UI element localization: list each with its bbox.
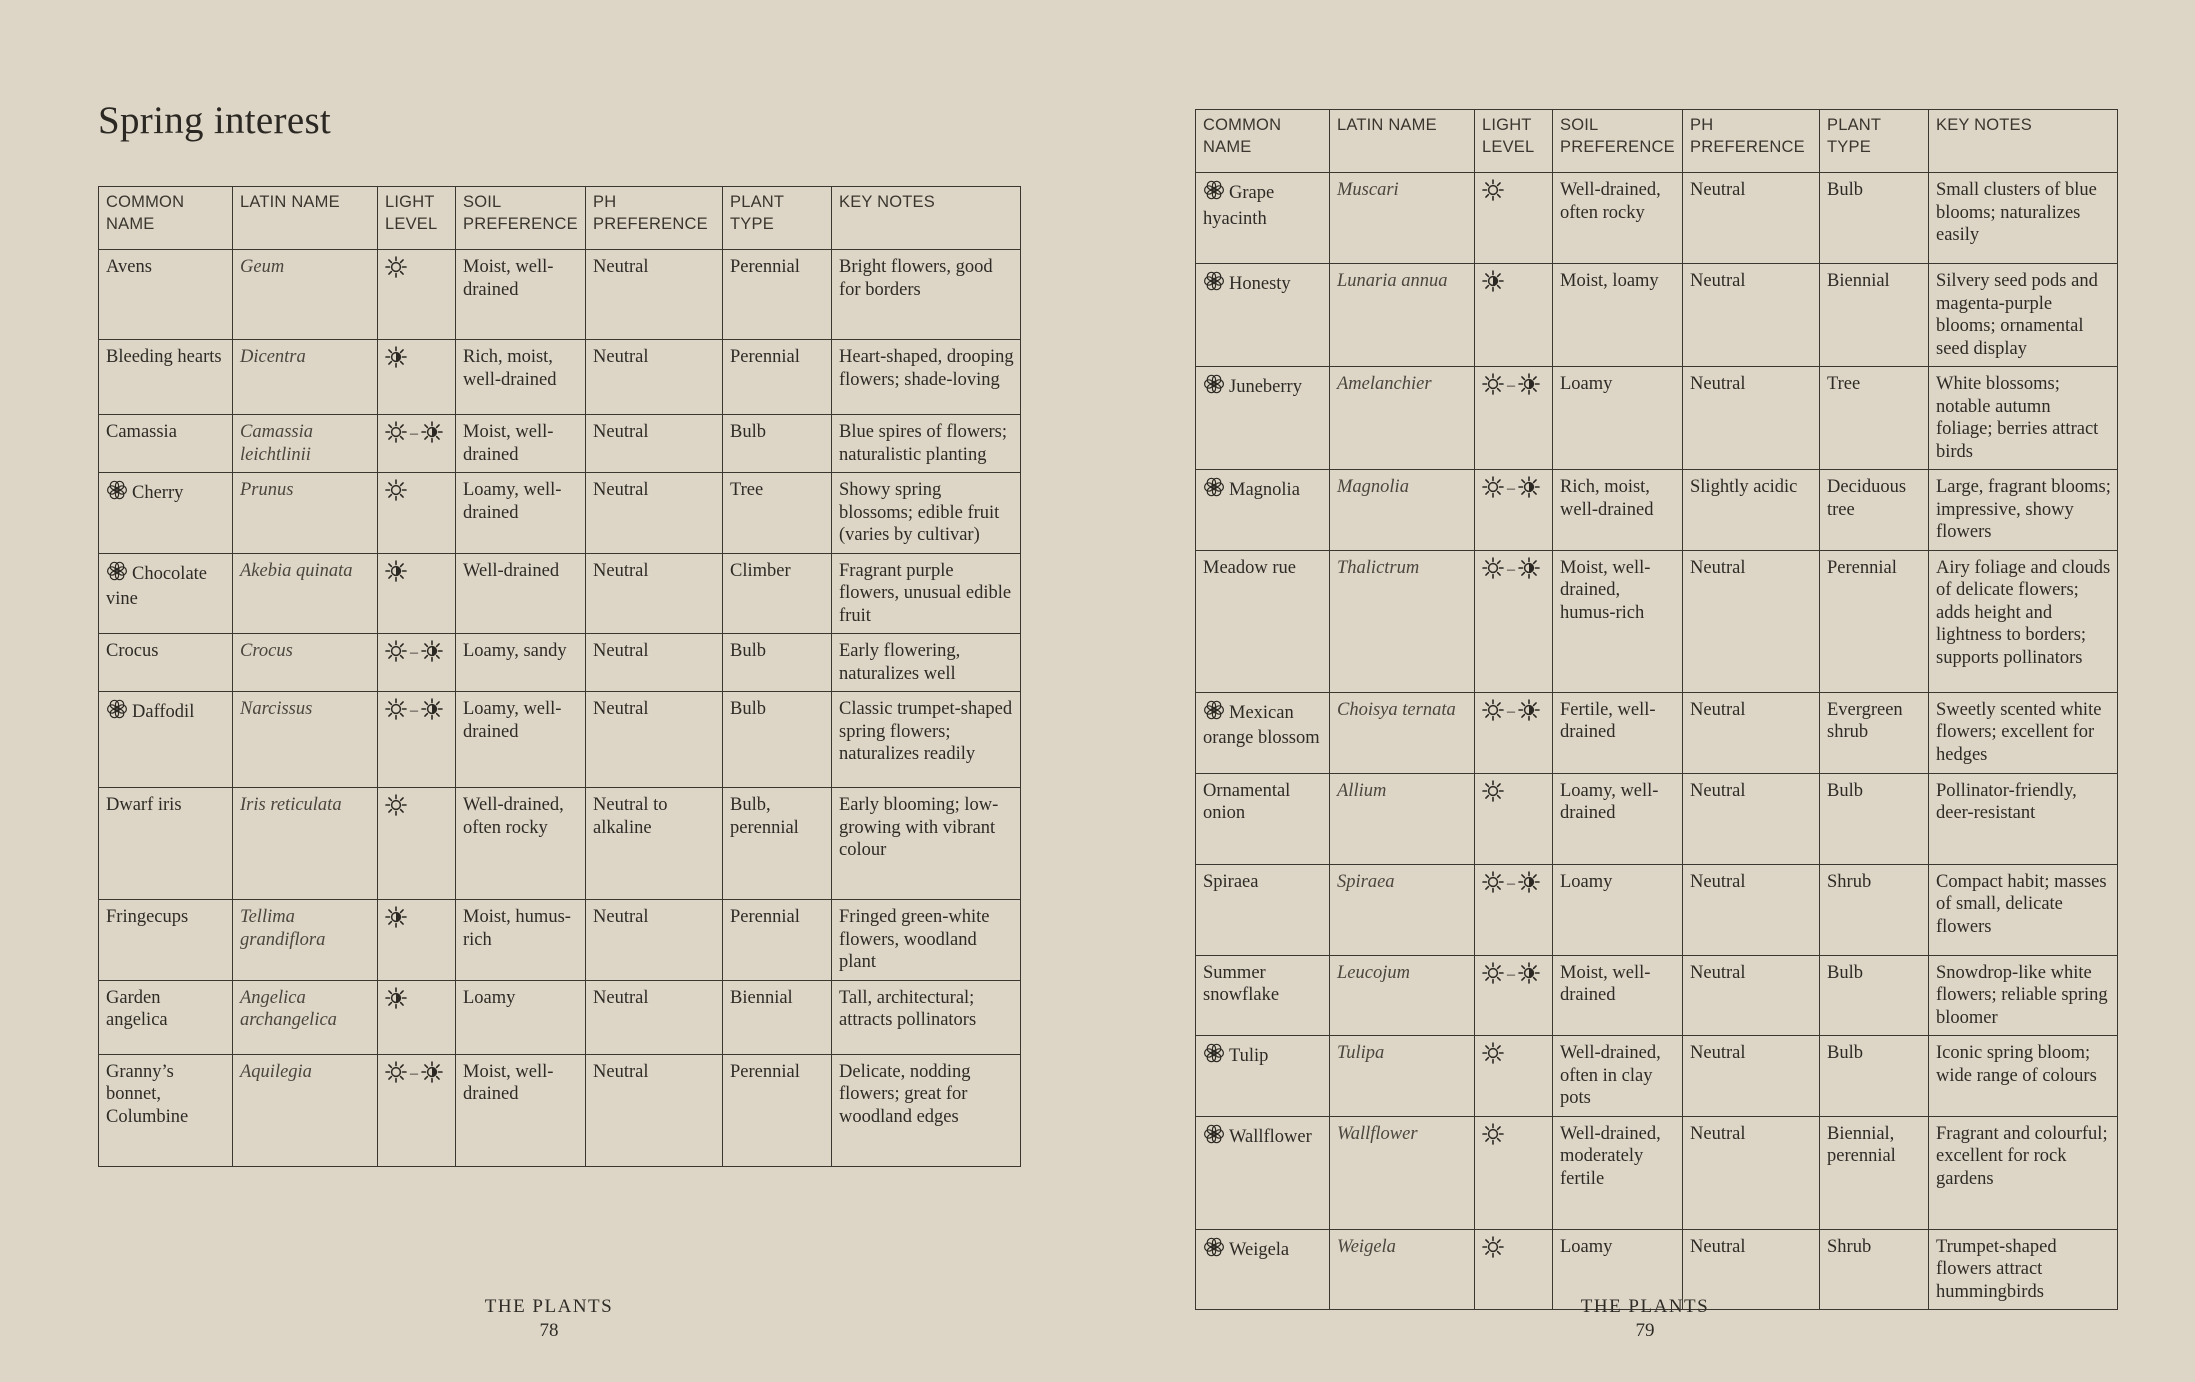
partial-shade-icon xyxy=(385,906,407,935)
soil-preference-cell: Moist, well-drained, humus-rich xyxy=(1553,550,1683,692)
light-level-cell xyxy=(378,415,456,473)
common-name-cell xyxy=(1196,773,1330,864)
soil-preference-cell: Moist, well-drained xyxy=(456,1054,586,1166)
range-separator: – xyxy=(410,644,418,661)
common-name: Bleeding hearts xyxy=(106,347,222,367)
key-notes-cell: Pollinator-friendly, deer-resistant xyxy=(1929,773,2118,864)
soil-preference-cell: Well-drained, moderately fertile xyxy=(1553,1116,1683,1229)
flower-icon xyxy=(106,560,128,589)
full-sun-icon xyxy=(1482,476,1504,505)
plants-table-left xyxy=(98,186,1021,1167)
header-latin-name: LATIN NAME xyxy=(1330,110,1475,173)
latin-name-cell: Tulipa xyxy=(1330,1036,1475,1117)
partial-shade-icon xyxy=(1518,557,1540,586)
common-name: Spiraea xyxy=(1203,871,1259,892)
flower-icon xyxy=(1203,179,1225,208)
partial-shade-icon xyxy=(1518,871,1540,900)
flower-icon xyxy=(1203,270,1225,299)
light-level-cell xyxy=(378,1054,456,1166)
soil-preference-cell: Rich, moist, well-drained xyxy=(456,340,586,415)
plant-type-cell: Shrub xyxy=(1820,864,1929,955)
plant-type-cell: Evergreen shrub xyxy=(1820,692,1929,773)
common-name-cell xyxy=(1196,864,1330,955)
soil-preference-cell: Well-drained, often rocky xyxy=(456,788,586,900)
ph-preference-cell: Neutral xyxy=(1683,367,1820,470)
latin-name-cell: Lunaria annua xyxy=(1330,264,1475,367)
key-notes-cell: Compact habit; masses of small, delicate flowers xyxy=(1929,864,2118,955)
table-row xyxy=(99,692,1021,788)
table-row xyxy=(1196,367,2118,470)
table-row xyxy=(1196,550,2118,692)
table-row xyxy=(99,250,1021,340)
table-body xyxy=(99,250,1021,1167)
full-sun-icon xyxy=(385,421,407,450)
light-level-cell xyxy=(378,980,456,1054)
soil-preference-cell: Loamy xyxy=(1553,1229,1683,1310)
ph-preference-cell: Neutral xyxy=(586,553,723,634)
soil-preference-cell: Loamy, well-drained xyxy=(456,473,586,554)
common-name: Magnolia xyxy=(1229,480,1300,500)
latin-name-cell: Prunus xyxy=(233,473,378,554)
page-title: Spring interest xyxy=(98,99,332,142)
table-row xyxy=(99,340,1021,415)
full-sun-icon xyxy=(385,794,407,823)
light-level-cell xyxy=(378,553,456,634)
common-name: Tulip xyxy=(1229,1046,1269,1066)
latin-name-cell: Allium xyxy=(1330,773,1475,864)
table-row xyxy=(99,900,1021,981)
table-row xyxy=(99,634,1021,692)
light-level-cell xyxy=(1475,264,1553,367)
flower-icon xyxy=(106,479,128,508)
table-row xyxy=(1196,173,2118,264)
header-ph-preference: PH PREFERENCE xyxy=(586,187,723,250)
soil-preference-cell: Loamy, sandy xyxy=(456,634,586,692)
plant-type-cell: Bulb xyxy=(723,415,832,473)
key-notes-cell: Silvery seed pods and magenta-purple blooms; ornamental seed display xyxy=(1929,264,2118,367)
table-row xyxy=(99,473,1021,554)
full-sun-icon xyxy=(1482,373,1504,402)
common-name-cell xyxy=(99,692,233,788)
light-level-cell xyxy=(378,473,456,554)
partial-shade-icon xyxy=(1518,373,1540,402)
soil-preference-cell: Loamy xyxy=(1553,864,1683,955)
common-name-cell xyxy=(99,980,233,1054)
common-name: Grape hyacinth xyxy=(1203,183,1275,229)
soil-preference-cell: Moist, humus-rich xyxy=(456,900,586,981)
latin-name-cell: Amelanchier xyxy=(1330,367,1475,470)
partial-shade-icon xyxy=(385,560,407,589)
partial-shade-icon xyxy=(385,346,407,375)
ph-preference-cell: Neutral xyxy=(1683,1229,1820,1310)
partial-shade-icon xyxy=(1518,962,1540,991)
light-level-cell xyxy=(378,788,456,900)
flower-icon xyxy=(1203,1042,1225,1071)
key-notes-cell: Showy spring blossoms; edible fruit (varies by cultivar) xyxy=(832,473,1021,554)
plant-type-cell: Bulb xyxy=(1820,773,1929,864)
plant-type-cell: Bulb xyxy=(1820,955,1929,1036)
soil-preference-cell: Moist, loamy xyxy=(1553,264,1683,367)
flower-icon xyxy=(1203,1236,1225,1265)
latin-name-cell: Weigela xyxy=(1330,1229,1475,1310)
latin-name-cell: Angelica archangelica xyxy=(233,980,378,1054)
common-name: Fringecups xyxy=(106,907,189,927)
light-level-cell xyxy=(1475,955,1553,1036)
plant-type-cell: Bulb xyxy=(723,634,832,692)
plant-type-cell: Biennial xyxy=(1820,264,1929,367)
plant-type-cell: Perennial xyxy=(1820,550,1929,692)
full-sun-icon xyxy=(1482,1236,1504,1265)
page-footer xyxy=(399,1296,699,1342)
full-sun-icon xyxy=(385,256,407,285)
soil-preference-cell: Fertile, well-drained xyxy=(1553,692,1683,773)
key-notes-cell: Delicate, nodding flowers; great for woodland edges xyxy=(832,1054,1021,1166)
plant-type-cell: Bulb xyxy=(723,692,832,788)
header-plant-type: PLANT TYPE xyxy=(1820,110,1929,173)
plant-type-cell: Perennial xyxy=(723,340,832,415)
full-sun-icon xyxy=(385,479,407,508)
table-row xyxy=(1196,955,2118,1036)
light-level-cell xyxy=(1475,864,1553,955)
key-notes-cell: Early blooming; low-growing with vibrant colour xyxy=(832,788,1021,900)
key-notes-cell: Early flowering, naturalizes well xyxy=(832,634,1021,692)
common-name-cell xyxy=(99,473,233,554)
header-light-level: LIGHT LEVEL xyxy=(1475,110,1553,173)
range-separator: – xyxy=(410,702,418,719)
common-name: Mexican orange blossom xyxy=(1203,702,1320,748)
common-name-cell xyxy=(1196,470,1330,551)
ph-preference-cell: Neutral xyxy=(586,473,723,554)
key-notes-cell: Tall, architectural; attracts pollinators xyxy=(832,980,1021,1054)
plant-type-cell: Bulb, perennial xyxy=(723,788,832,900)
full-sun-icon xyxy=(1482,1042,1504,1071)
soil-preference-cell: Moist, well-drained xyxy=(456,250,586,340)
page-number: 78 xyxy=(539,1320,559,1341)
key-notes-cell: Snowdrop-like white flowers; reliable spring bloomer xyxy=(1929,955,2118,1036)
light-level-cell xyxy=(1475,1116,1553,1229)
range-separator: – xyxy=(1507,702,1515,720)
flower-icon xyxy=(1203,699,1225,728)
common-name-cell xyxy=(99,634,233,692)
light-level-cell xyxy=(1475,550,1553,692)
light-level-cell xyxy=(1475,470,1553,551)
full-sun-icon xyxy=(385,698,407,727)
soil-preference-cell: Loamy xyxy=(456,980,586,1054)
common-name: Chocolate vine xyxy=(106,563,208,609)
ph-preference-cell: Neutral xyxy=(1683,773,1820,864)
table-row xyxy=(99,980,1021,1054)
common-name: Daffodil xyxy=(132,702,195,722)
key-notes-cell: Large, fragrant blooms; impressive, showy flowers xyxy=(1929,470,2118,551)
key-notes-cell: White blossoms; notable autumn foliage; berries attract birds xyxy=(1929,367,2118,470)
light-level-cell xyxy=(378,250,456,340)
common-name-cell xyxy=(1196,367,1330,470)
common-name: Cherry xyxy=(132,483,184,503)
common-name: Avens xyxy=(106,257,152,277)
partial-shade-icon xyxy=(1482,270,1504,299)
common-name-cell xyxy=(1196,550,1330,692)
table-header-row xyxy=(1196,110,2118,173)
ph-preference-cell: Neutral xyxy=(586,980,723,1054)
table-row xyxy=(1196,264,2118,367)
flower-icon xyxy=(1203,1123,1225,1152)
page-footer xyxy=(1495,1296,1795,1342)
common-name: Weigela xyxy=(1229,1239,1290,1260)
light-level-cell xyxy=(1475,773,1553,864)
soil-preference-cell: Well-drained xyxy=(456,553,586,634)
common-name-cell xyxy=(1196,692,1330,773)
plant-type-cell: Biennial xyxy=(723,980,832,1054)
plant-type-cell: Perennial xyxy=(723,250,832,340)
common-name-cell xyxy=(99,250,233,340)
table-row xyxy=(99,553,1021,634)
ph-preference-cell: Neutral xyxy=(586,340,723,415)
soil-preference-cell: Moist, well-drained xyxy=(1553,955,1683,1036)
key-notes-cell: Classic trumpet-shaped spring flowers; naturalizes readily xyxy=(832,692,1021,788)
latin-name-cell: Geum xyxy=(233,250,378,340)
common-name: Honesty xyxy=(1229,274,1291,294)
flower-icon xyxy=(106,698,128,727)
latin-name-cell: Tellima grandiflora xyxy=(233,900,378,981)
ph-preference-cell: Neutral to alkaline xyxy=(586,788,723,900)
ph-preference-cell: Neutral xyxy=(586,1054,723,1166)
full-sun-icon xyxy=(1482,780,1504,809)
latin-name-cell: Muscari xyxy=(1330,173,1475,264)
full-sun-icon xyxy=(1482,962,1504,991)
plant-type-cell: Perennial xyxy=(723,900,832,981)
range-separator: – xyxy=(1507,480,1515,497)
header-light-level: LIGHT LEVEL xyxy=(378,187,456,250)
ph-preference-cell: Neutral xyxy=(1683,864,1820,955)
key-notes-cell: Fragrant and colourful; excellent for rock gardens xyxy=(1929,1116,2118,1229)
full-sun-icon xyxy=(1482,557,1504,586)
light-level-cell xyxy=(1475,1036,1553,1117)
common-name: Wallflower xyxy=(1229,1126,1312,1147)
header-ph-preference: PH PREFERENCE xyxy=(1683,110,1820,173)
latin-name-cell: Wallflower xyxy=(1330,1116,1475,1229)
table-row xyxy=(1196,864,2118,955)
latin-name-cell: Leucojum xyxy=(1330,955,1475,1036)
footer-section-title: THE PLANTS xyxy=(1580,1296,1710,1317)
page-number: 79 xyxy=(1635,1320,1655,1341)
range-separator: – xyxy=(1507,560,1515,578)
latin-name-cell: Crocus xyxy=(233,634,378,692)
light-level-cell xyxy=(378,900,456,981)
header-key-notes: KEY NOTES xyxy=(832,187,1021,250)
table-row xyxy=(1196,692,2118,773)
full-sun-icon xyxy=(1482,871,1504,900)
partial-shade-icon xyxy=(421,1061,443,1090)
full-sun-icon xyxy=(1482,179,1504,208)
partial-shade-icon xyxy=(421,421,443,450)
common-name-cell xyxy=(99,415,233,473)
key-notes-cell: Fringed green-white flowers, woodland plant xyxy=(832,900,1021,981)
table-header-row xyxy=(99,187,1021,250)
common-name-cell xyxy=(1196,173,1330,264)
common-name: Camassia xyxy=(106,422,177,442)
light-level-cell xyxy=(1475,692,1553,773)
ph-preference-cell: Neutral xyxy=(586,634,723,692)
common-name: Granny’s bonnet, Columbine xyxy=(106,1061,189,1127)
common-name-cell xyxy=(99,900,233,981)
light-level-cell xyxy=(1475,173,1553,264)
table-row xyxy=(1196,470,2118,551)
soil-preference-cell: Loamy xyxy=(1553,367,1683,470)
common-name: Ornamental onion xyxy=(1203,780,1291,823)
ph-preference-cell: Neutral xyxy=(1683,1036,1820,1117)
right-page xyxy=(1097,0,2195,1382)
table-row xyxy=(1196,1116,2118,1229)
plants-table-right xyxy=(1195,109,2118,1310)
table-row xyxy=(99,415,1021,473)
table-body xyxy=(1196,173,2118,1310)
common-name: Summer snowflake xyxy=(1203,962,1280,1005)
header-plant-type: PLANT TYPE xyxy=(723,187,832,250)
partial-shade-icon xyxy=(421,698,443,727)
plant-type-cell: Biennial, perennial xyxy=(1820,1116,1929,1229)
latin-name-cell: Aquilegia xyxy=(233,1054,378,1166)
latin-name-cell: Magnolia xyxy=(1330,470,1475,551)
header-common-name: COMMON NAME xyxy=(1196,110,1330,173)
table-row xyxy=(1196,773,2118,864)
soil-preference-cell: Well-drained, often in clay pots xyxy=(1553,1036,1683,1117)
common-name-cell xyxy=(99,788,233,900)
common-name-cell xyxy=(1196,264,1330,367)
key-notes-cell: Iconic spring bloom; wide range of colours xyxy=(1929,1036,2118,1117)
soil-preference-cell: Moist, well-drained xyxy=(456,415,586,473)
partial-shade-icon xyxy=(1518,699,1540,728)
light-level-cell xyxy=(378,692,456,788)
footer-section-title: THE PLANTS xyxy=(484,1296,614,1317)
plant-type-cell: Bulb xyxy=(1820,1036,1929,1117)
light-level-cell xyxy=(1475,367,1553,470)
plant-type-cell: Climber xyxy=(723,553,832,634)
partial-shade-icon xyxy=(1518,476,1540,505)
range-separator: – xyxy=(410,1064,418,1082)
soil-preference-cell: Rich, moist, well-drained xyxy=(1553,470,1683,551)
ph-preference-cell: Slightly acidic xyxy=(1683,470,1820,551)
flower-icon xyxy=(1203,476,1225,505)
common-name-cell xyxy=(99,340,233,415)
ph-preference-cell: Neutral xyxy=(1683,955,1820,1036)
key-notes-cell: Fragrant purple flowers, unusual edible fruit xyxy=(832,553,1021,634)
light-level-cell xyxy=(378,340,456,415)
key-notes-cell: Blue spires of flowers; naturalistic planting xyxy=(832,415,1021,473)
common-name-cell xyxy=(1196,1116,1330,1229)
ph-preference-cell: Neutral xyxy=(1683,550,1820,692)
soil-preference-cell: Loamy, well-drained xyxy=(1553,773,1683,864)
range-separator: – xyxy=(410,425,418,442)
header-soil-preference: SOIL PREFERENCE xyxy=(456,187,586,250)
common-name-cell xyxy=(1196,955,1330,1036)
plant-type-cell: Tree xyxy=(723,473,832,554)
key-notes-cell: Trumpet-shaped flowers attract hummingbirds xyxy=(1929,1229,2118,1310)
table-row xyxy=(99,788,1021,900)
ph-preference-cell: Neutral xyxy=(586,692,723,788)
flower-icon xyxy=(1203,373,1225,402)
plant-type-cell: Bulb xyxy=(1820,173,1929,264)
header-soil-preference: SOIL PREFERENCE xyxy=(1553,110,1683,173)
key-notes-cell: Airy foliage and clouds of delicate flowers; adds height and lightness to borders; supports pollinators xyxy=(1929,550,2118,692)
partial-shade-icon xyxy=(421,640,443,669)
common-name-cell xyxy=(99,1054,233,1166)
plant-type-cell: Perennial xyxy=(723,1054,832,1166)
latin-name-cell: Narcissus xyxy=(233,692,378,788)
full-sun-icon xyxy=(385,1061,407,1090)
ph-preference-cell: Neutral xyxy=(586,415,723,473)
header-latin-name: LATIN NAME xyxy=(233,187,378,250)
header-key-notes: KEY NOTES xyxy=(1929,110,2118,173)
latin-name-cell: Choisya ternata xyxy=(1330,692,1475,773)
plant-type-cell: Deciduous tree xyxy=(1820,470,1929,551)
latin-name-cell: Spiraea xyxy=(1330,864,1475,955)
range-separator: – xyxy=(1507,874,1515,892)
partial-shade-icon xyxy=(385,987,407,1016)
ph-preference-cell: Neutral xyxy=(1683,173,1820,264)
light-level-cell xyxy=(378,634,456,692)
table-row xyxy=(99,1054,1021,1166)
full-sun-icon xyxy=(1482,1123,1504,1152)
common-name-cell xyxy=(1196,1036,1330,1117)
key-notes-cell: Small clusters of blue blooms; naturalizes easily xyxy=(1929,173,2118,264)
plant-type-cell: Tree xyxy=(1820,367,1929,470)
common-name-cell xyxy=(1196,1229,1330,1310)
common-name-cell xyxy=(99,553,233,634)
latin-name-cell: Thalictrum xyxy=(1330,550,1475,692)
common-name: Garden angelica xyxy=(106,987,168,1030)
full-sun-icon xyxy=(1482,699,1504,728)
ph-preference-cell: Neutral xyxy=(1683,264,1820,367)
table-row xyxy=(1196,1036,2118,1117)
latin-name-cell: Iris reticulata xyxy=(233,788,378,900)
latin-name-cell: Camassia leichtlinii xyxy=(233,415,378,473)
full-sun-icon xyxy=(385,640,407,669)
left-page xyxy=(0,0,1097,1382)
soil-preference-cell: Loamy, well-drained xyxy=(456,692,586,788)
ph-preference-cell: Neutral xyxy=(586,250,723,340)
ph-preference-cell: Neutral xyxy=(1683,1116,1820,1229)
range-separator: – xyxy=(1507,377,1515,394)
common-name: Dwarf iris xyxy=(106,795,182,815)
range-separator: – xyxy=(1507,965,1515,983)
key-notes-cell: Heart-shaped, drooping flowers; shade-loving xyxy=(832,340,1021,415)
ph-preference-cell: Neutral xyxy=(1683,692,1820,773)
common-name: Juneberry xyxy=(1229,377,1302,397)
key-notes-cell: Sweetly scented white flowers; excellent for hedges xyxy=(1929,692,2118,773)
ph-preference-cell: Neutral xyxy=(586,900,723,981)
soil-preference-cell: Well-drained, often rocky xyxy=(1553,173,1683,264)
latin-name-cell: Akebia quinata xyxy=(233,553,378,634)
key-notes-cell: Bright flowers, good for borders xyxy=(832,250,1021,340)
plant-type-cell: Shrub xyxy=(1820,1229,1929,1310)
latin-name-cell: Dicentra xyxy=(233,340,378,415)
common-name: Meadow rue xyxy=(1203,557,1296,578)
common-name: Crocus xyxy=(106,641,159,661)
header-common-name: COMMON NAME xyxy=(99,187,233,250)
